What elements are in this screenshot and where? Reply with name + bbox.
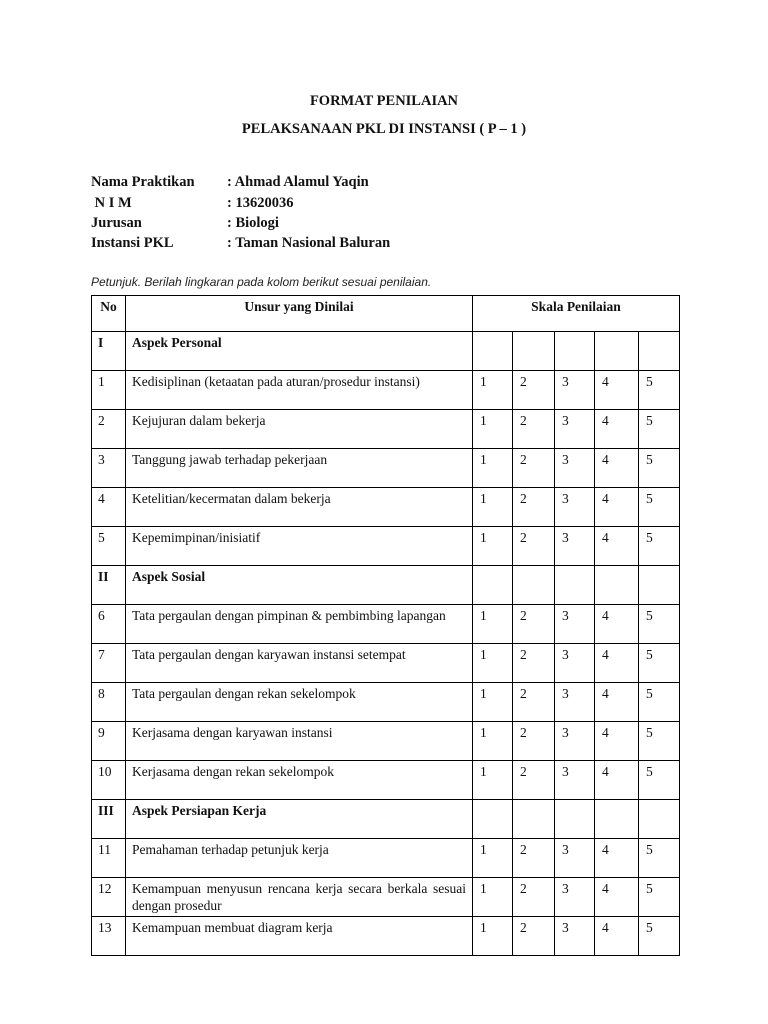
score-option-2[interactable]: 2: [513, 605, 555, 644]
score-option-1[interactable]: 1: [473, 761, 513, 800]
criterion-text: Tata pergaulan dengan rekan sekelompok: [126, 683, 473, 722]
table-row: [92, 644, 680, 683]
score-option-5[interactable]: 5: [639, 839, 680, 878]
score-option-2[interactable]: 2: [513, 488, 555, 527]
criterion-text: Kemampuan menyusun rencana kerja secara berkala sesuai dengan prosedur: [126, 878, 473, 917]
empty-score-cell: [639, 800, 680, 839]
empty-score-cell: [513, 566, 555, 605]
table-row: [92, 683, 680, 722]
score-option-1[interactable]: 1: [473, 839, 513, 878]
table-row: [92, 527, 680, 566]
assessment-table: [91, 295, 680, 956]
criterion-text: Kejujuran dalam bekerja: [126, 410, 473, 449]
section-row: [92, 332, 680, 371]
score-option-1[interactable]: 1: [473, 605, 513, 644]
empty-score-cell: [473, 332, 513, 371]
table-row: [92, 410, 680, 449]
row-number: II: [92, 566, 126, 605]
score-option-5[interactable]: 5: [639, 449, 680, 488]
score-option-2[interactable]: 2: [513, 449, 555, 488]
empty-score-cell: [639, 566, 680, 605]
score-option-3[interactable]: 3: [555, 644, 595, 683]
row-number: 9: [92, 722, 126, 761]
score-option-3[interactable]: 3: [555, 410, 595, 449]
score-option-4[interactable]: 4: [595, 878, 639, 917]
criterion-text: Kepemimpinan/inisiatif: [126, 527, 473, 566]
info-label: Jurusan: [91, 215, 142, 231]
info-label: Instansi PKL: [91, 235, 174, 251]
table-header-row: [92, 296, 680, 332]
score-option-5[interactable]: 5: [639, 722, 680, 761]
criterion-text: Kerjasama dengan rekan sekelompok: [126, 761, 473, 800]
score-option-5[interactable]: 5: [639, 761, 680, 800]
document-subtitle: PELAKSANAAN PKL DI INSTANSI ( P – 1 ): [241, 121, 527, 137]
score-option-4[interactable]: 4: [595, 410, 639, 449]
criterion-text: Pemahaman terhadap petunjuk kerja: [126, 839, 473, 878]
score-option-1[interactable]: 1: [473, 527, 513, 566]
score-option-4[interactable]: 4: [595, 644, 639, 683]
score-option-3[interactable]: 3: [555, 488, 595, 527]
score-option-4[interactable]: 4: [595, 761, 639, 800]
info-label: Nama Praktikan: [91, 174, 195, 190]
score-option-2[interactable]: 2: [513, 410, 555, 449]
row-number: 6: [92, 605, 126, 644]
empty-score-cell: [639, 332, 680, 371]
header-item: Unsur yang Dinilai: [126, 296, 473, 332]
empty-score-cell: [595, 566, 639, 605]
score-option-2[interactable]: 2: [513, 683, 555, 722]
criterion-text: Kedisiplinan (ketaatan pada aturan/prosedur instansi): [126, 371, 473, 410]
score-option-4[interactable]: 4: [595, 839, 639, 878]
criterion-text: Ketelitian/kecermatan dalam bekerja: [126, 488, 473, 527]
score-option-3[interactable]: 3: [555, 449, 595, 488]
score-option-3[interactable]: 3: [555, 605, 595, 644]
table-row: [92, 449, 680, 488]
table-row: [92, 605, 680, 644]
score-option-3[interactable]: 3: [555, 878, 595, 917]
score-option-2[interactable]: 2: [513, 371, 555, 410]
info-label: N I M: [91, 195, 132, 211]
table-row: [92, 878, 680, 917]
section-title: Aspek Sosial: [126, 566, 473, 605]
row-number: 3: [92, 449, 126, 488]
criterion-text: Tata pergaulan dengan karyawan instansi setempat: [126, 644, 473, 683]
section-title: Aspek Personal: [126, 332, 473, 371]
empty-score-cell: [555, 566, 595, 605]
row-number: 13: [92, 917, 126, 956]
score-option-4[interactable]: 4: [595, 449, 639, 488]
empty-score-cell: [555, 332, 595, 371]
score-option-1[interactable]: 1: [473, 683, 513, 722]
table-row: [92, 722, 680, 761]
score-option-5[interactable]: 5: [639, 527, 680, 566]
score-option-3[interactable]: 3: [555, 371, 595, 410]
empty-score-cell: [513, 800, 555, 839]
info-value: : Taman Nasional Baluran: [227, 235, 391, 251]
score-option-5[interactable]: 5: [639, 878, 680, 917]
score-option-3[interactable]: 3: [555, 839, 595, 878]
score-option-4[interactable]: 4: [595, 527, 639, 566]
score-option-1[interactable]: 1: [473, 644, 513, 683]
instruction-text: Petunjuk. Berilah lingkaran pada kolom berikut sesuai penilaian.: [91, 275, 432, 289]
score-option-3[interactable]: 3: [555, 683, 595, 722]
score-option-1[interactable]: 1: [473, 488, 513, 527]
table-row: [92, 917, 680, 956]
section-row: [92, 800, 680, 839]
score-option-4[interactable]: 4: [595, 605, 639, 644]
score-option-1[interactable]: 1: [473, 410, 513, 449]
empty-score-cell: [473, 800, 513, 839]
table-row: [92, 488, 680, 527]
info-value: : Ahmad Alamul Yaqin: [227, 174, 369, 190]
empty-score-cell: [595, 332, 639, 371]
score-option-2[interactable]: 2: [513, 878, 555, 917]
score-option-2[interactable]: 2: [513, 761, 555, 800]
score-option-2[interactable]: 2: [513, 722, 555, 761]
row-number: I: [92, 332, 126, 371]
header-no: No: [92, 296, 126, 332]
score-option-1[interactable]: 1: [473, 878, 513, 917]
header-scale: Skala Penilaian: [473, 296, 680, 332]
score-option-4[interactable]: 4: [595, 683, 639, 722]
score-option-1[interactable]: 1: [473, 917, 513, 956]
section-title: Aspek Persiapan Kerja: [126, 800, 473, 839]
empty-score-cell: [595, 800, 639, 839]
score-option-5[interactable]: 5: [639, 917, 680, 956]
score-option-3[interactable]: 3: [555, 761, 595, 800]
row-number: 12: [92, 878, 126, 917]
score-option-4[interactable]: 4: [595, 722, 639, 761]
empty-score-cell: [555, 800, 595, 839]
row-number: 7: [92, 644, 126, 683]
score-option-2[interactable]: 2: [513, 527, 555, 566]
score-option-5[interactable]: 5: [639, 644, 680, 683]
row-number: 1: [92, 371, 126, 410]
score-option-5[interactable]: 5: [639, 605, 680, 644]
score-option-5[interactable]: 5: [639, 488, 680, 527]
row-number: 5: [92, 527, 126, 566]
empty-score-cell: [513, 332, 555, 371]
row-number: 8: [92, 683, 126, 722]
empty-score-cell: [473, 566, 513, 605]
score-option-1[interactable]: 1: [473, 722, 513, 761]
score-option-4[interactable]: 4: [595, 917, 639, 956]
table-body: [92, 332, 680, 956]
table-row: [92, 371, 680, 410]
info-value: : Biologi: [227, 215, 279, 231]
score-option-2[interactable]: 2: [513, 917, 555, 956]
score-option-5[interactable]: 5: [639, 410, 680, 449]
row-number: 4: [92, 488, 126, 527]
table-row: [92, 761, 680, 800]
row-number: 10: [92, 761, 126, 800]
row-number: 11: [92, 839, 126, 878]
document-title: FORMAT PENILAIAN: [309, 93, 459, 109]
score-option-3[interactable]: 3: [555, 722, 595, 761]
score-option-2[interactable]: 2: [513, 839, 555, 878]
row-number: III: [92, 800, 126, 839]
criterion-text: Kerjasama dengan karyawan instansi: [126, 722, 473, 761]
score-option-4[interactable]: 4: [595, 371, 639, 410]
criterion-text: Tanggung jawab terhadap pekerjaan: [126, 449, 473, 488]
score-option-1[interactable]: 1: [473, 371, 513, 410]
score-option-5[interactable]: 5: [639, 371, 680, 410]
criterion-text: Kemampuan membuat diagram kerja: [126, 917, 473, 956]
score-option-4[interactable]: 4: [595, 488, 639, 527]
info-value: : 13620036: [227, 195, 294, 211]
criterion-text: Tata pergaulan dengan pimpinan & pembimbing lapangan: [126, 605, 473, 644]
score-option-5[interactable]: 5: [639, 683, 680, 722]
score-option-2[interactable]: 2: [513, 644, 555, 683]
row-number: 2: [92, 410, 126, 449]
table-row: [92, 839, 680, 878]
score-option-1[interactable]: 1: [473, 449, 513, 488]
score-option-3[interactable]: 3: [555, 527, 595, 566]
section-row: [92, 566, 680, 605]
score-option-3[interactable]: 3: [555, 917, 595, 956]
